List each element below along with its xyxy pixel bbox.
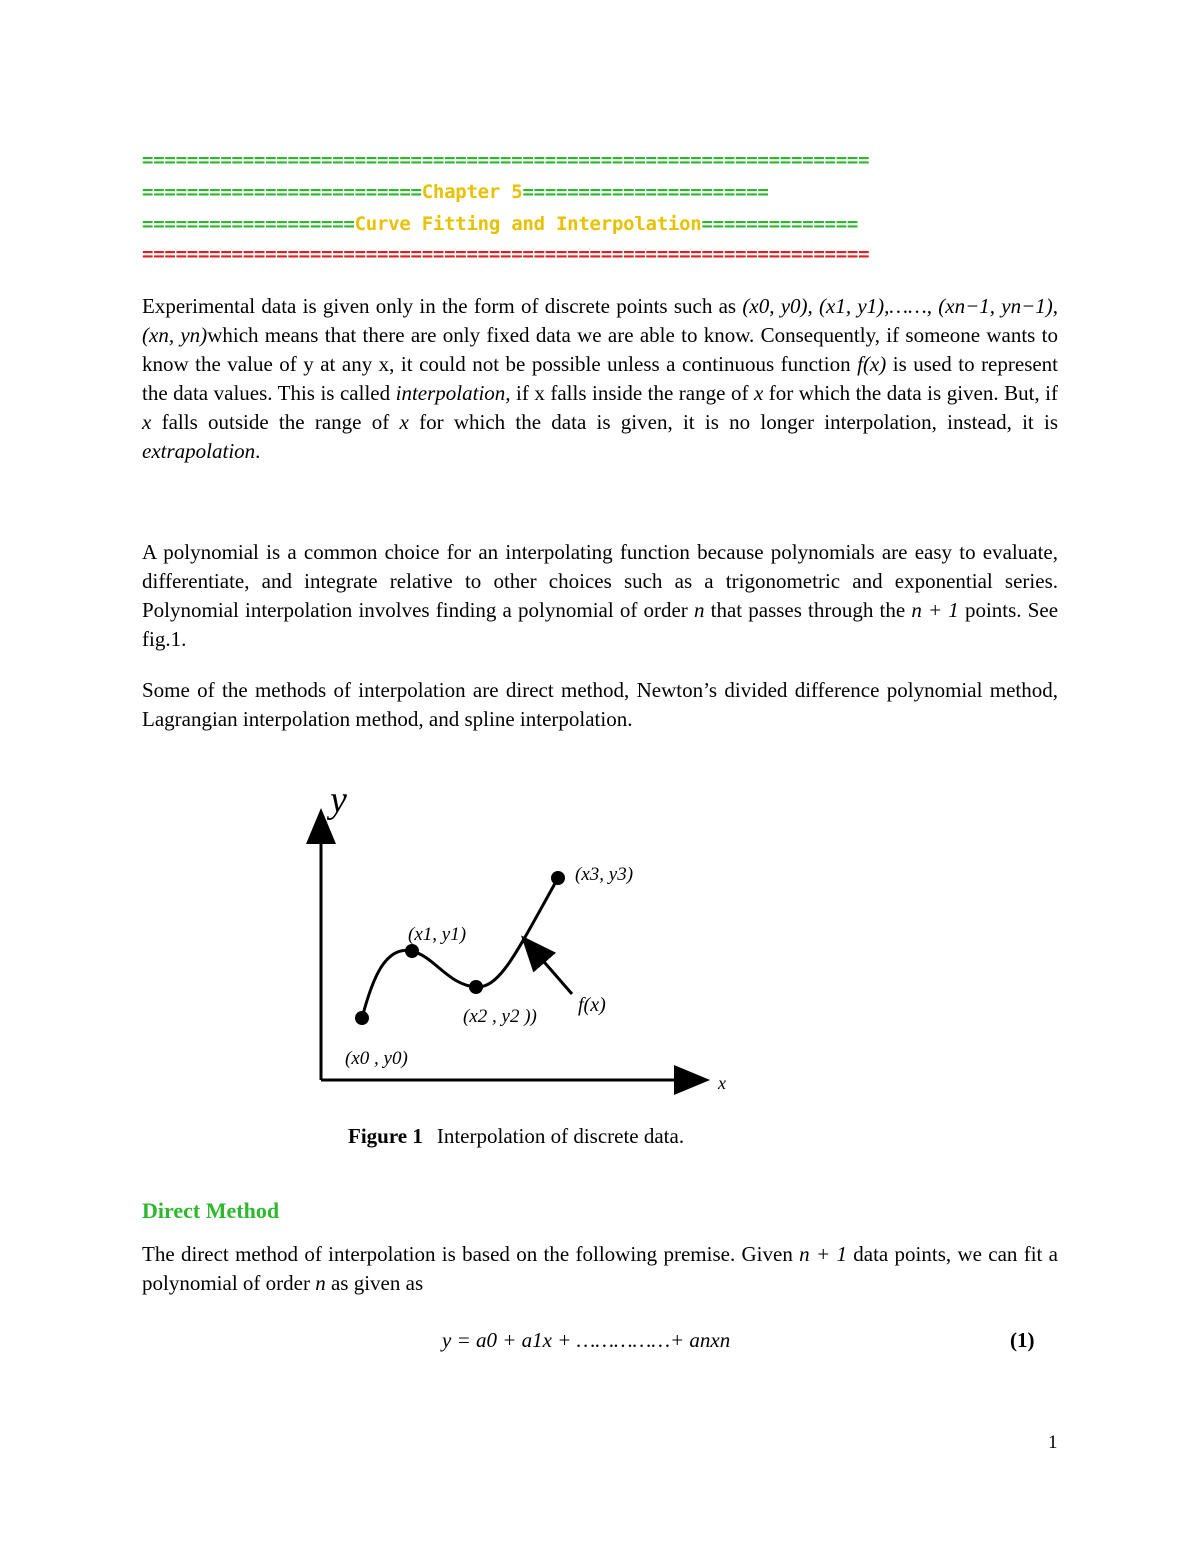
n-plus-1: n + 1	[911, 598, 959, 622]
order-n: n	[693, 598, 705, 622]
title-rule-left: ===================	[142, 213, 355, 235]
point-2-label: (x2 , y2 ))	[463, 1006, 537, 1027]
x-variable: x	[142, 410, 152, 434]
intro-text-g: for which the data is given, it is no longer interpolation, instead, it is	[419, 410, 1059, 434]
fx-pointer-arrow	[525, 940, 572, 994]
chapter-line	[142, 176, 1058, 208]
direct-text-a: The direct method of interpolation is based on the following premise. Given	[142, 1242, 793, 1266]
chapter-rule-left: =========================	[142, 181, 422, 203]
interpolation-figure	[300, 780, 740, 1110]
data-point-2	[469, 980, 483, 994]
chapter-title: Curve Fitting and Interpolation	[354, 213, 702, 235]
function-fx: f(x)	[857, 352, 887, 376]
title-line	[142, 208, 1058, 240]
point-0: (x0, y0),	[742, 294, 813, 318]
intro-text-d: if x falls inside the range of	[516, 381, 749, 405]
intro-text-e: for which the data is given. But, if	[768, 381, 1059, 405]
poly-text-c: points. See fig.1.	[142, 598, 1059, 651]
figure-caption-text: Interpolation of discrete data.	[436, 1124, 685, 1148]
x-variable: x	[753, 381, 764, 405]
intro-period: .	[255, 439, 261, 463]
chapter-number: Chapter 5	[421, 181, 523, 203]
data-point-1	[405, 944, 419, 958]
figure-number: Figure 1	[348, 1124, 423, 1148]
point-n-minus-1: (xn−1, yn−1),	[938, 294, 1059, 318]
interpolation-term: interpolation,	[395, 381, 511, 405]
point-0-label: (x0 , y0)	[345, 1048, 408, 1069]
data-point-3	[551, 871, 565, 885]
page-number: 1	[1048, 1432, 1058, 1453]
y-axis-label: y	[330, 780, 347, 821]
intro-text-a: Experimental data is given only in the form of discrete points such as	[142, 294, 737, 318]
intro-text-c: is used to represent the data values. This is called	[142, 352, 1059, 405]
extrapolation-term: extrapolation	[142, 439, 256, 463]
polynomial-paragraph	[142, 538, 1058, 654]
point-1-label: (x1, y1)	[408, 924, 467, 945]
intro-text-f: falls outside the range of	[161, 410, 390, 434]
title-rule-right: ==============	[701, 213, 859, 235]
data-point-0	[355, 1011, 369, 1025]
direct-method-paragraph	[142, 1240, 1058, 1298]
section-heading-direct-method: Direct Method	[142, 1198, 280, 1223]
equation-number: (1)	[1010, 1328, 1035, 1352]
direct-text-c: as given as	[330, 1271, 424, 1295]
poly-text-b: that passes through the	[710, 598, 906, 622]
x-axis-label: x	[718, 1073, 726, 1093]
header-rule-top: =================================================================	[142, 149, 870, 171]
methods-text: Some of the methods of interpolation are direct method, Newton’s divided difference polynomial method, Lagrangian interpolation method, and spline interpolation.	[142, 678, 1058, 731]
methods-paragraph	[142, 676, 1058, 734]
polynomial-equation: y = a0 + a1x + ……………+ anxn	[442, 1328, 731, 1352]
point-1: (x1, y1),……,	[819, 294, 933, 318]
direct-text-b: data points, we can fit a polynomial of order	[142, 1242, 1058, 1295]
poly-text-a: A polynomial is a common choice for an interpolating function because polynomials are easy to evaluate, differentiate, and integrate relative to other choices such as a trigonometric and exponential series. Polynomial interpolation involves finding a polynomial of order	[142, 540, 1058, 622]
fx-label: f(x)	[578, 994, 606, 1016]
chapter-rule-right: ======================	[522, 181, 769, 203]
header-rule-bottom: =================================================================	[142, 243, 870, 265]
order-n: n	[315, 1271, 326, 1295]
intro-paragraph	[142, 292, 1058, 466]
point-3-label: (x3, y3)	[575, 864, 634, 885]
interpolating-curve	[362, 878, 558, 1018]
n-plus-1: n + 1	[799, 1242, 847, 1266]
figure-caption	[348, 1124, 684, 1149]
point-n: (xn, yn)	[142, 323, 208, 347]
intro-text-b: which means that there are only fixed data we are able to know. Consequently, if someone wants to know the value of y at any x, it could not be possible unless a continuous function	[142, 323, 1058, 376]
x-variable: x	[399, 410, 409, 434]
